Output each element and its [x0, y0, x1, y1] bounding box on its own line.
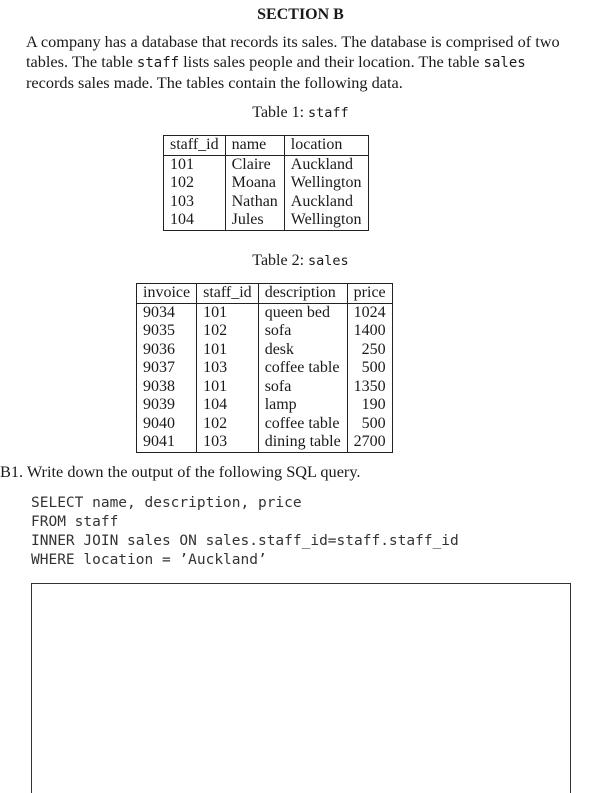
- table-cell: 101: [197, 341, 259, 360]
- table-row: [137, 359, 393, 378]
- table-cell: 101: [197, 303, 259, 322]
- sql-line: INNER JOIN sales ON sales.staff_id=staff.staff_id: [31, 533, 459, 549]
- table-cell: sofa: [258, 378, 347, 397]
- table-cell: 101: [164, 155, 226, 174]
- table-cell: sofa: [258, 322, 347, 341]
- table-cell: 102: [197, 322, 259, 341]
- table-row: [137, 322, 393, 341]
- table-cell: Auckland: [284, 155, 368, 174]
- table1-caption-code: staff: [308, 105, 349, 121]
- table-cell: 101: [197, 378, 259, 397]
- staff-header-cell: location: [284, 136, 368, 156]
- table-cell: coffee table: [258, 415, 347, 434]
- table-cell: coffee table: [258, 359, 347, 378]
- table-row: [164, 211, 369, 230]
- table-cell: 190: [347, 396, 392, 415]
- table-cell: 104: [197, 396, 259, 415]
- table-cell: queen bed: [258, 303, 347, 322]
- table-cell: 1024: [347, 303, 392, 322]
- table1-caption-prefix: Table 1:: [252, 104, 309, 121]
- table-cell: 9036: [137, 341, 197, 360]
- table-cell: 103: [197, 433, 259, 452]
- table-cell: 1350: [347, 378, 392, 397]
- table-cell: Jules: [225, 211, 284, 230]
- staff-table: [163, 135, 369, 231]
- table-cell: Nathan: [225, 193, 284, 212]
- table-row: [137, 433, 393, 452]
- table-cell: 9038: [137, 378, 197, 397]
- table-cell: 103: [164, 193, 226, 212]
- table-cell: 102: [164, 174, 226, 193]
- table-cell: 9037: [137, 359, 197, 378]
- question-b1: B1. Write down the output of the following SQL query.: [0, 462, 361, 481]
- table-cell: 9039: [137, 396, 197, 415]
- intro-staff-code: staff: [136, 55, 180, 71]
- table1-caption: [0, 104, 601, 122]
- table2-caption-prefix: Table 2:: [252, 252, 309, 269]
- table-cell: Wellington: [284, 174, 368, 193]
- table-cell: 9035: [137, 322, 197, 341]
- sales-table: [136, 283, 393, 453]
- intro-paragraph: [26, 32, 574, 93]
- table-cell: 9041: [137, 433, 197, 452]
- section-title: SECTION B: [257, 6, 344, 23]
- table-cell: Auckland: [284, 193, 368, 212]
- table-row: [137, 341, 393, 360]
- staff-header-row: [164, 136, 369, 156]
- staff-header-cell: staff_id: [164, 136, 226, 156]
- table2-caption: [0, 252, 601, 270]
- sales-header-row: [137, 284, 393, 304]
- table-cell: lamp: [258, 396, 347, 415]
- table-cell: Moana: [225, 174, 284, 193]
- intro-sales-code: sales: [483, 55, 526, 71]
- sql-query: [31, 494, 459, 570]
- sql-line: WHERE location = ’Auckland’: [31, 552, 267, 568]
- table-row: [137, 396, 393, 415]
- table-cell: 103: [197, 359, 259, 378]
- table-row: [137, 415, 393, 434]
- table-cell: 1400: [347, 322, 392, 341]
- table-row: [164, 193, 369, 212]
- table-cell: 104: [164, 211, 226, 230]
- sales-header-cell: price: [347, 284, 392, 304]
- table-cell: Claire: [225, 155, 284, 174]
- sales-header-cell: description: [258, 284, 347, 304]
- intro-text-2: lists sales people and their location. The table: [179, 52, 484, 71]
- table-cell: 9034: [137, 303, 197, 322]
- staff-header-cell: name: [225, 136, 284, 156]
- table-cell: desk: [258, 341, 347, 360]
- table-cell: 9040: [137, 415, 197, 434]
- sql-line: FROM staff: [31, 514, 119, 530]
- table-cell: 2700: [347, 433, 392, 452]
- sales-header-cell: staff_id: [197, 284, 259, 304]
- table-row: [137, 303, 393, 322]
- table-cell: 250: [347, 341, 392, 360]
- table-cell: dining table: [258, 433, 347, 452]
- sales-header-cell: invoice: [137, 284, 197, 304]
- table-row: [164, 155, 369, 174]
- table-cell: Wellington: [284, 211, 368, 230]
- table-cell: 102: [197, 415, 259, 434]
- answer-box[interactable]: [31, 583, 571, 793]
- intro-text-1: A company has a database that records its sales. The database is comprised of two tables. The table: [26, 32, 560, 71]
- table-row: [164, 174, 369, 193]
- sql-line: SELECT name, description, price: [31, 495, 302, 511]
- table2-caption-code: sales: [308, 253, 349, 269]
- table-cell: 500: [347, 415, 392, 434]
- table-row: [137, 378, 393, 397]
- intro-text-3: records sales made. The tables contain the following data.: [26, 73, 403, 92]
- table-cell: 500: [347, 359, 392, 378]
